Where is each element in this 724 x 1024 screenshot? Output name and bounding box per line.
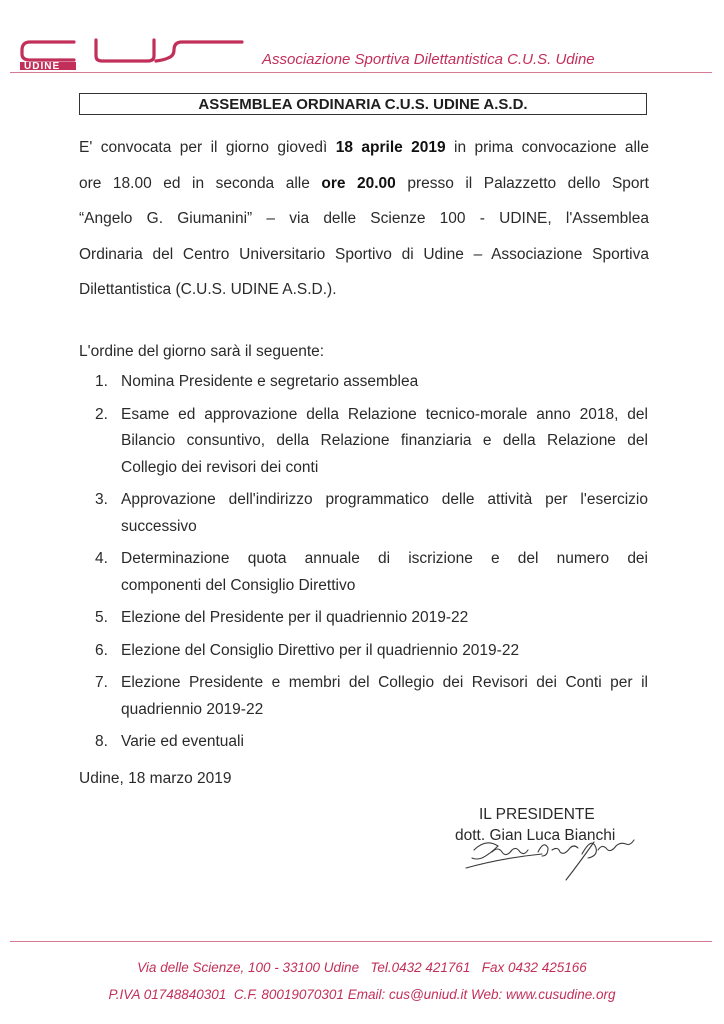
agenda-item-number: 7. — [95, 674, 108, 691]
agenda-item-line: Elezione del Presidente per il quadriennio 2019-22 — [121, 609, 469, 626]
second-call-time: ore 20.00 — [321, 174, 396, 192]
footer-tel: Tel.0432 421761 — [370, 960, 471, 975]
signatory-title: IL PRESIDENTE — [479, 806, 595, 823]
convocation-line-1: E' convocata per il giorno giovedì 18 aprile 2019 in prima convocazione alle — [79, 139, 649, 156]
footer-legal — [0, 987, 724, 1002]
convocation-line-4: Ordinaria del Centro Universitario Sportivo di Udine – Associazione Sportiva — [79, 245, 649, 263]
agenda-item-line: Varie ed eventuali — [121, 733, 244, 750]
agenda-item-line: Bilancio consuntivo, della Relazione finanziaria e della Relazione del — [121, 432, 648, 449]
agenda-list — [95, 369, 648, 762]
agenda-item-number: 6. — [95, 641, 108, 659]
convocation-line-3: “Angelo G. Giumanini” – via delle Scienze 100 - UDINE, l'Assemblea — [79, 210, 649, 227]
cus-logo — [16, 34, 248, 70]
agenda-item-line: componenti del Consiglio Direttivo — [121, 576, 356, 594]
agenda-item-number: 2. — [95, 405, 108, 423]
footer-piva: P.IVA 01748840301 — [108, 987, 227, 1002]
agenda-item-line: Elezione del Consiglio Direttivo per il quadriennio 2019-22 — [121, 641, 520, 659]
convocation-paragraph — [79, 130, 649, 308]
agenda-item — [95, 402, 648, 482]
footer-fax: Fax 0432 425166 — [481, 960, 587, 975]
agenda-item-text — [121, 670, 648, 723]
agenda-item — [95, 487, 648, 540]
agenda-item-line: Approvazione dell'indirizzo programmatico delle attività per l'esercizio — [121, 491, 648, 508]
handwritten-signature — [462, 828, 652, 884]
association-name: Associazione Sportiva Dilettantistica C.U.S. Udine — [262, 51, 595, 68]
agenda-item — [95, 546, 648, 599]
signatory-name: dott. Gian Luca Bianchi — [455, 827, 616, 844]
agenda-item-line: successivo — [121, 517, 197, 535]
agenda-item-text — [121, 402, 648, 482]
agenda-item — [95, 369, 648, 396]
agenda-item-text — [121, 546, 648, 599]
agenda-item-line: Esame ed approvazione della Relazione tecnico-morale anno 2018, del — [121, 405, 648, 423]
agenda-item-text — [121, 369, 648, 396]
agenda-item — [95, 638, 648, 665]
agenda-item — [95, 729, 648, 756]
agenda-item-text — [121, 605, 648, 632]
footer-cf: C.F. 80019070301 — [233, 987, 344, 1002]
agenda-item-text — [121, 638, 648, 665]
agenda-item-line: Nomina Presidente e segretario assemblea — [121, 373, 419, 390]
place-date: Udine, 18 marzo 2019 — [79, 770, 232, 787]
agenda-item-text — [121, 487, 648, 540]
agenda-item-line: Determinazione quota annuale di iscrizione e del numero dei — [121, 550, 648, 567]
footer-web[interactable]: Web: www.cusudine.org — [470, 987, 616, 1002]
footer-email[interactable]: Email: cus@uniud.it — [347, 987, 468, 1002]
header-divider — [10, 72, 712, 73]
convocation-line-5: Dilettantistica (C.U.S. UDINE A.S.D.). — [79, 281, 337, 298]
footer-divider — [10, 941, 712, 942]
agenda-item-number: 1. — [95, 373, 108, 390]
meeting-date: 18 aprile 2019 — [335, 139, 446, 156]
agenda-item-line: Elezione Presidente e membri del Collegio dei Revisori dei Conti per il — [121, 674, 648, 691]
agenda-item-number: 5. — [95, 609, 108, 626]
agenda-item-number: 3. — [95, 491, 108, 508]
agenda-item-number: 4. — [95, 550, 108, 567]
agenda-item-number: 8. — [95, 733, 108, 750]
logo-text: UDINE — [24, 61, 61, 70]
convocation-line-2: ore 18.00 ed in seconda alle ore 20.00 presso il Palazzetto dello Sport — [79, 174, 649, 192]
agenda-item-text — [121, 729, 648, 756]
agenda-item-line: Collegio dei revisori dei conti — [121, 458, 319, 476]
footer-address: Via delle Scienze, 100 - 33100 Udine — [137, 960, 360, 975]
agenda-item — [95, 605, 648, 632]
agenda-item — [95, 670, 648, 723]
document-title: ASSEMBLEA ORDINARIA C.U.S. UDINE A.S.D. — [79, 93, 647, 115]
agenda-item-line: quadriennio 2019-22 — [121, 700, 264, 718]
agenda-intro: L'ordine del giorno sarà il seguente: — [79, 343, 325, 360]
footer-contacts — [0, 960, 724, 975]
